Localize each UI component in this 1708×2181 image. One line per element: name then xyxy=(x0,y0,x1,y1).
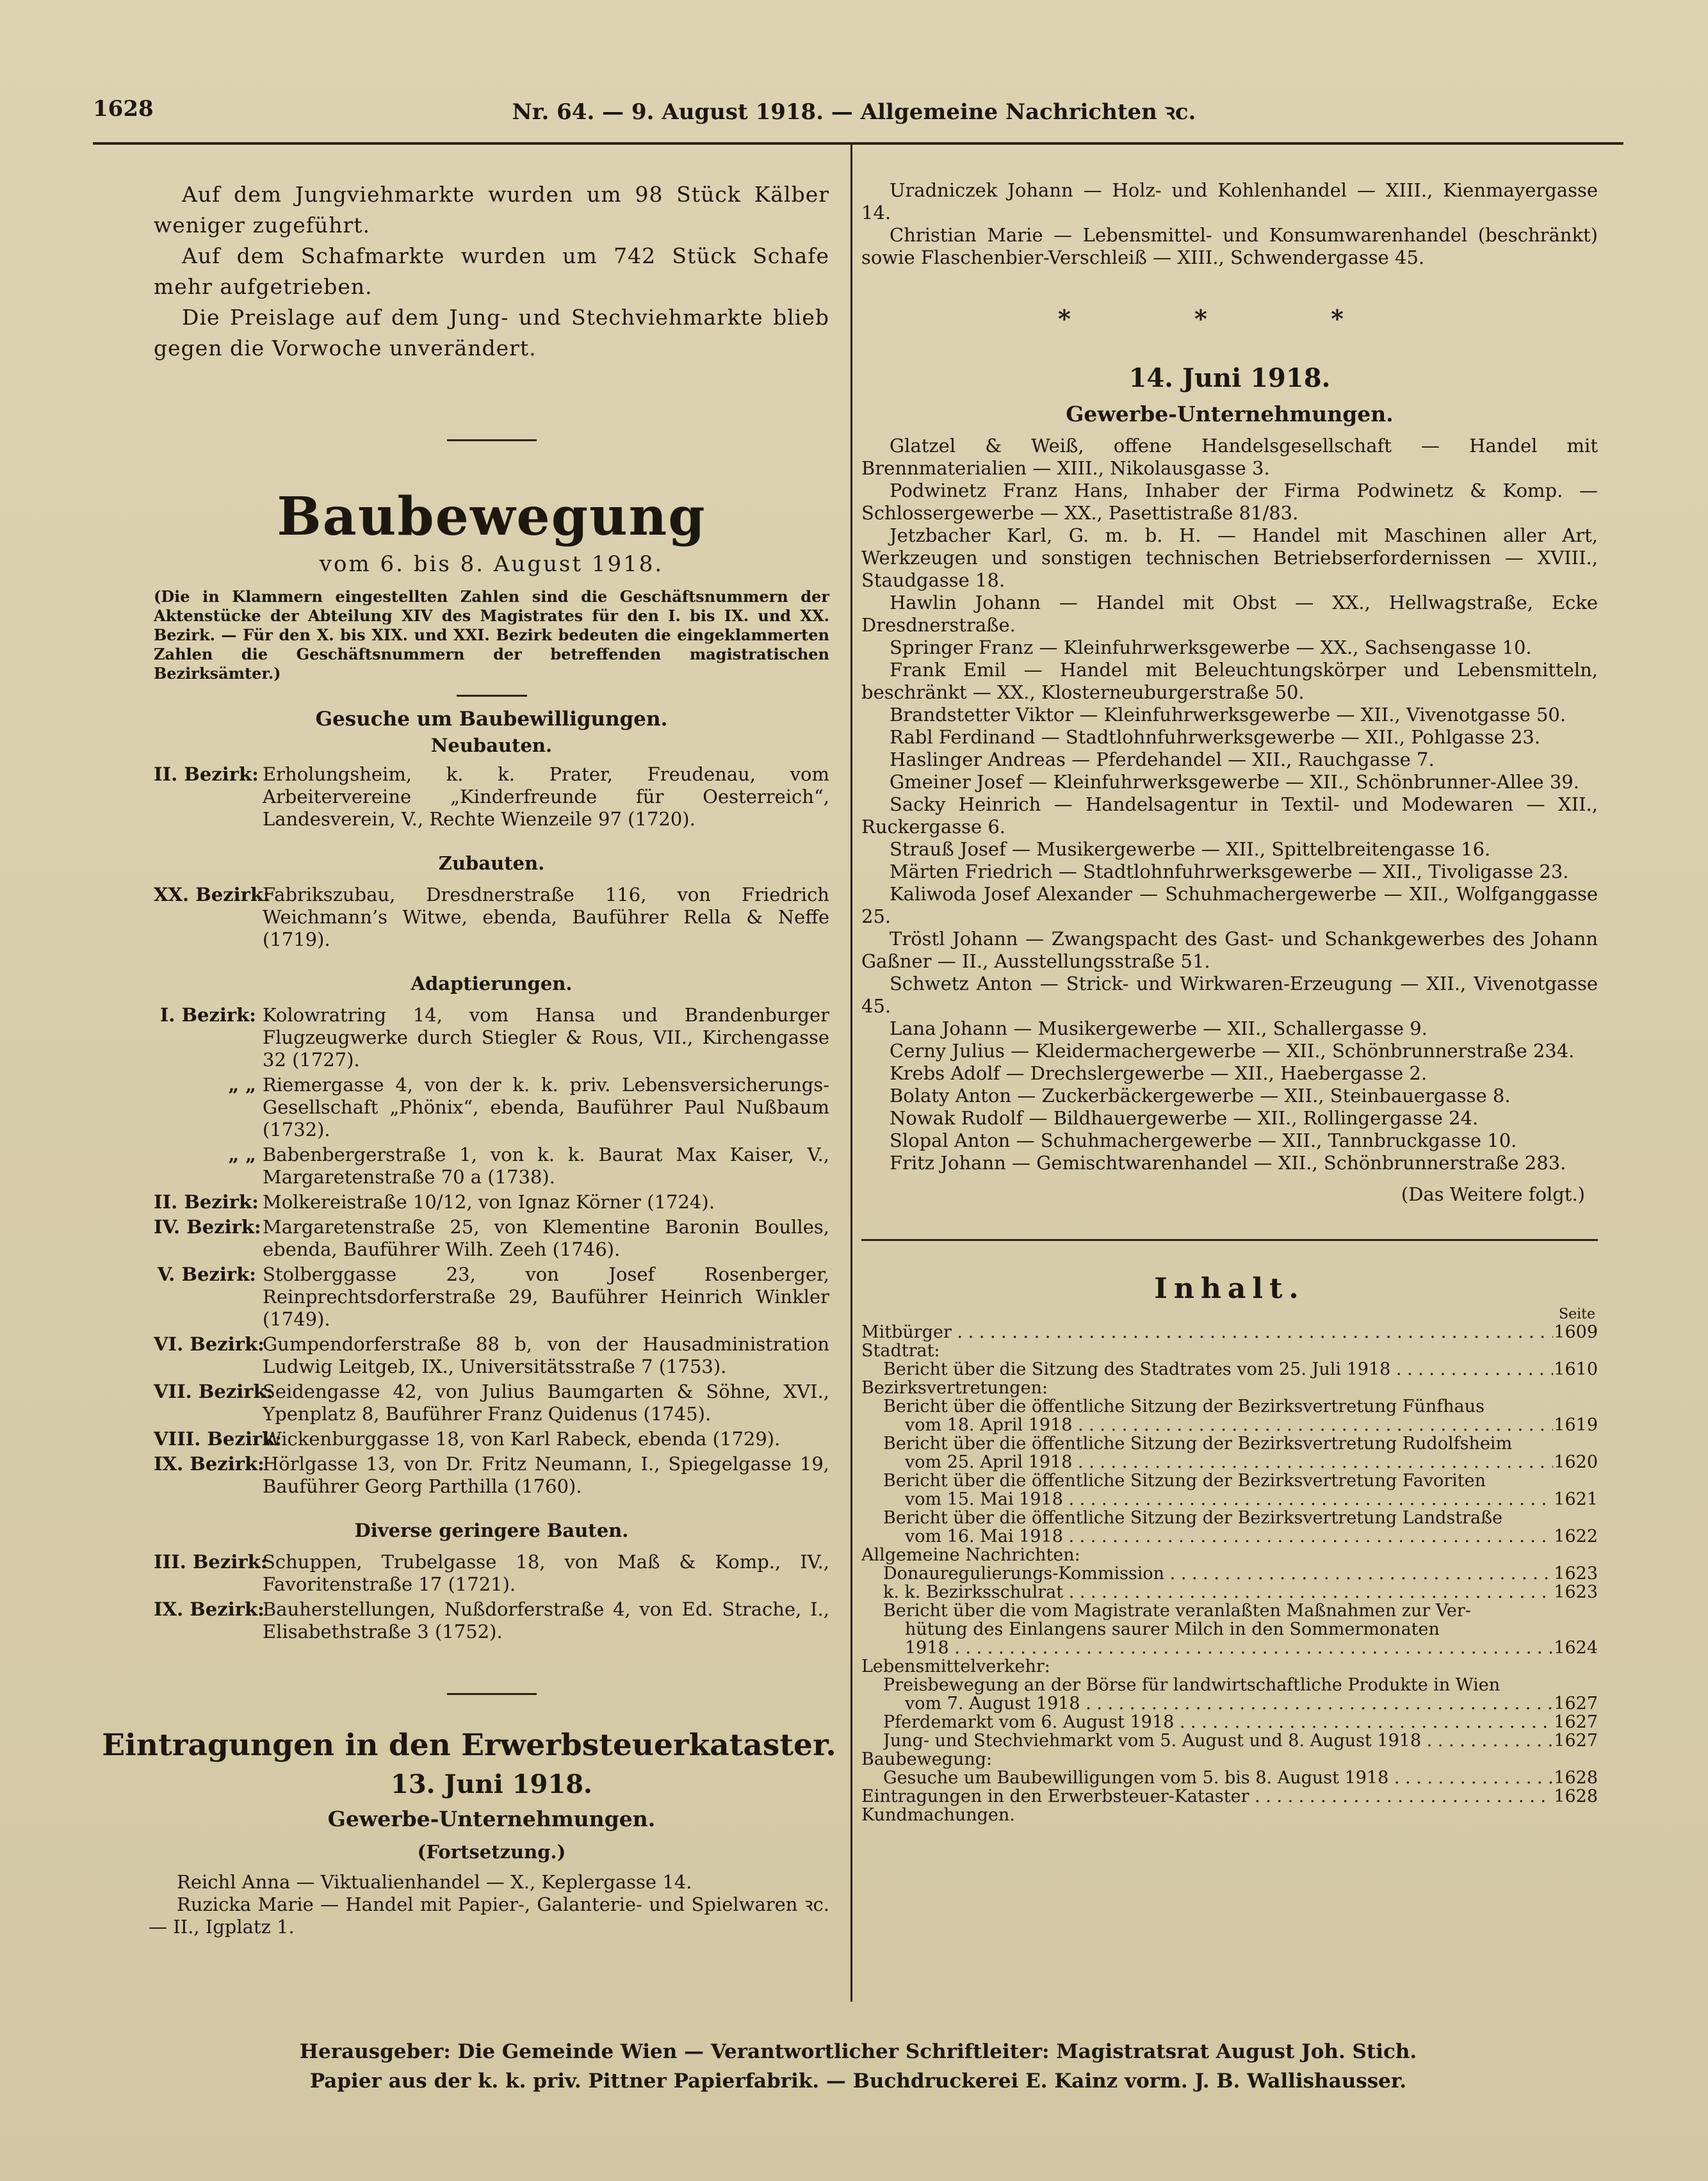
bezirk-label: IX. Bezirk: xyxy=(154,1453,264,1475)
toc-page: 1609 xyxy=(1554,1322,1598,1342)
bezirk-entry xyxy=(154,1263,829,1331)
bezirk-label: III. Bezirk: xyxy=(154,1551,268,1573)
register-entry: Rabl Ferdinand — Stadtlohnfuhrwerksgewerbe — XII., Pohlgasse 23. xyxy=(890,726,1541,748)
baubewegung-dates: vom 6. bis 8. August 1918. xyxy=(319,551,664,577)
bezirk-entry xyxy=(154,1004,829,1071)
section-title-baubewegung: Baubewegung xyxy=(277,486,706,547)
toc-text: Lebensmittelverkehr: xyxy=(861,1657,1050,1676)
bezirk-entry xyxy=(154,1144,829,1188)
section-divider xyxy=(447,1693,537,1695)
table-of-contents xyxy=(861,1323,1598,1824)
toc-text: vom 15. Mai 1918 . . . xyxy=(905,1490,1553,1509)
toc-page: 1623 xyxy=(1554,1582,1598,1602)
continued-note: (Das Weitere folgt.) xyxy=(1401,1183,1585,1205)
inhalt-seite-label: Seite xyxy=(1559,1306,1595,1322)
toc-text: Bezirksvertretungen: xyxy=(861,1379,1048,1397)
bezirk-label: VII. Bezirk: xyxy=(154,1381,273,1402)
toc-entry xyxy=(861,1657,1598,1676)
bezirk-label: VI. Bezirk: xyxy=(154,1333,264,1355)
register-entry: Uradniczek Johann — Holz- und Kohlenhandel — XIII., Kienmayergasse 14. xyxy=(861,179,1598,223)
bezirk-text: Kolowratring 14, vom Hansa und Brandenburger Flugzeugwerke durch Stiegler & Rous, VII., Kirchengasse 32 (1727). xyxy=(263,1004,829,1071)
inhalt-title: Inhalt. xyxy=(1154,1272,1305,1305)
toc-entry xyxy=(861,1453,1598,1472)
register-entry: Glatzel & Weiß, offene Handelsgesellschaft — Handel mit Brennmaterialien — XIII., Nikolausgasse 3. xyxy=(861,435,1598,479)
page-number: 1628 xyxy=(93,96,154,122)
toc-text: Bericht über die Sitzung des Stadtrates vom 25. Juli 1918 . . . xyxy=(883,1360,1553,1379)
note-divider xyxy=(457,695,527,697)
bezirk-label: „ „ xyxy=(228,1144,256,1165)
bezirk-text: Fabrikszubau, Dresdnerstraße 116, von Friedrich Weichmann’s Witwe, ebenda, Bauführer Rella & Neffe (1719). xyxy=(263,884,829,950)
toc-text: Mitbürger . . . xyxy=(861,1323,1553,1342)
toc-text: Pferdemarkt vom 6. August 1918 . . . xyxy=(883,1713,1553,1731)
toc-entry xyxy=(861,1620,1598,1639)
bezirk-label: IV. Bezirk: xyxy=(154,1216,261,1238)
bezirk-entry xyxy=(154,1333,829,1378)
register-entry: Märten Friedrich — Stadtlohnfuhrwerksgewerbe — XII., Tivoligasse 23. xyxy=(890,861,1569,882)
toc-entry xyxy=(861,1490,1598,1509)
toc-page: 1622 xyxy=(1554,1527,1598,1546)
bezirk-label: II. Bezirk: xyxy=(154,763,259,785)
bezirk-entry xyxy=(154,1074,829,1141)
bezirk-label: „ „ xyxy=(228,1074,256,1096)
adaptierungen-list xyxy=(154,1004,829,1498)
toc-entry xyxy=(861,1546,1598,1564)
toc-entry xyxy=(861,1787,1598,1806)
bezirk-entry xyxy=(154,1191,829,1213)
running-head: Nr. 64. — 9. August 1918. — Allgemeine Nachrichten ꝛc. xyxy=(512,99,1196,125)
toc-text: Donauregulierungs-Kommission . . . xyxy=(883,1564,1553,1583)
register-entry: Cerny Julius — Kleidermachergewerbe — XII., Schönbrunnerstraße 234. xyxy=(890,1040,1575,1062)
section-title-eintragungen: Eintragungen in den Erwerbsteuerkataster. xyxy=(102,1728,836,1763)
continued-entries xyxy=(861,179,1598,269)
register-entry: Sacky Heinrich — Handelsagentur in Textil- und Modewaren — XII., Ruckergasse 6. xyxy=(861,793,1598,838)
bezirk-text: Molkereistraße 10/12, von Ignaz Körner (1724). xyxy=(263,1191,715,1213)
register-entry: Bolaty Anton — Zuckerbäckergewerbe — XII., Steinbauergasse 8. xyxy=(890,1085,1511,1107)
bezirk-entry xyxy=(154,763,829,831)
toc-text: vom 25. April 1918 . . . xyxy=(905,1453,1553,1472)
bezirk-entry xyxy=(154,1453,829,1498)
diverse-heading: Diverse geringere Bauten. xyxy=(354,1520,629,1541)
bezirk-entry xyxy=(154,884,829,951)
register-entry: Tröstl Johann — Zwangspacht des Gast- und Schankgewerbes des Johann Gaßner — II., Ausstellungsstraße 51. xyxy=(861,928,1598,972)
toc-page: 1620 xyxy=(1554,1452,1598,1472)
toc-text: hütung des Einlangens saurer Milch in den Sommermonaten xyxy=(905,1620,1440,1639)
bezirk-label: II. Bezirk: xyxy=(154,1191,259,1213)
toc-text: Bericht über die öffentliche Sitzung der Bezirksvertretung Fünfhaus xyxy=(883,1397,1484,1416)
register-entry: Nowak Rudolf — Bildhauergewerbe — XII., Rollingergasse 24. xyxy=(890,1107,1479,1129)
toc-page: 1624 xyxy=(1554,1638,1598,1658)
toc-entry xyxy=(861,1342,1598,1360)
toc-text: vom 16. Mai 1918 . . . xyxy=(905,1527,1553,1546)
toc-text: Stadtrat: xyxy=(861,1342,940,1360)
eintragungen-list xyxy=(149,1871,829,1938)
eintragungen-date: 13. Juni 1918. xyxy=(391,1769,592,1799)
bezirk-text: Hörlgasse 13, von Dr. Fritz Neumann, I., Spiegelgasse 19, Bauführer Georg Parthilla (1760). xyxy=(263,1453,829,1497)
toc-entry xyxy=(861,1750,1598,1769)
toc-page: 1627 xyxy=(1554,1731,1598,1751)
neubauten-list xyxy=(154,763,829,831)
bezirk-entry xyxy=(154,1216,829,1261)
toc-text: vom 7. August 1918 . . . xyxy=(905,1694,1553,1713)
gewerbe-entries xyxy=(861,435,1598,1174)
right-date: 14. Juni 1918. xyxy=(1128,363,1331,393)
bezirk-label: IX. Bezirk: xyxy=(154,1598,264,1620)
bezirk-text: Babenbergerstraße 1, von k. k. Baurat Max Kaiser, V., Margaretenstraße 70 a (1738). xyxy=(263,1144,829,1188)
toc-page: 1610 xyxy=(1554,1359,1598,1379)
toc-page: 1628 xyxy=(1554,1787,1598,1806)
toc-page: 1623 xyxy=(1554,1564,1598,1584)
bezirk-entry xyxy=(154,1551,829,1596)
right-column xyxy=(861,179,1598,1824)
baubewegung-note: (Die in Klammern eingestellten Zahlen sind die Geschäftsnummern der Aktenstücke der Abteilung XIV des Magistrates für den I. bis IX. und XX. Bezirk. — Für den X. bis XIX. und XXI. Bezirk bedeuten die eingeklammerten Zahlen die Geschäftsnummern der betreffenden magistratischen Bezirksämter.) xyxy=(154,587,829,683)
header-rule xyxy=(93,142,1623,145)
section-divider xyxy=(447,439,537,441)
zubauten-heading: Zubauten. xyxy=(438,852,545,874)
toc-text: Bericht über die vom Magistrate veranlaßten Maßnahmen zur Ver- xyxy=(883,1601,1471,1620)
bezirk-text: Wickenburggasse 18, von Karl Rabeck, ebenda (1729). xyxy=(263,1428,781,1450)
toc-entry xyxy=(861,1639,1598,1657)
toc-page: 1619 xyxy=(1554,1415,1598,1435)
inhalt-rule xyxy=(861,1239,1598,1241)
register-entry: Schwetz Anton — Strick- und Wirkwaren-Erzeugung — XII., Vivenotgasse 45. xyxy=(861,973,1598,1017)
toc-entry xyxy=(861,1360,1598,1379)
register-entry: Krebs Adolf — Drechslergewerbe — XII., Haebergasse 2. xyxy=(890,1062,1427,1084)
toc-entry xyxy=(861,1583,1598,1601)
bezirk-entry xyxy=(154,1381,829,1425)
register-entry: Slopal Anton — Schuhmachergewerbe — XII., Tannbruckgasse 10. xyxy=(890,1130,1517,1151)
register-entry: Lana Johann — Musikergewerbe — XII., Schallergasse 9. xyxy=(890,1018,1427,1039)
footer-printer: Papier aus der k. k. priv. Pittner Papierfabrik. — Buchdruckerei E. Kainz vorm. J. B. Wallishausser. xyxy=(309,2070,1407,2093)
toc-entry xyxy=(861,1769,1598,1787)
toc-text: 1918 . . . xyxy=(905,1639,1553,1657)
register-entry: Springer Franz — Kleinfuhrwerksgewerbe — XX., Sachsengasse 10. xyxy=(890,636,1532,658)
market-report xyxy=(154,179,829,364)
toc-text: Allgemeine Nachrichten: xyxy=(861,1546,1080,1564)
zubauten-list xyxy=(154,884,829,951)
toc-page: 1627 xyxy=(1554,1694,1598,1714)
bezirk-label: XX. Bezirk: xyxy=(154,884,270,905)
register-entry: Ruzicka Marie — Handel mit Papier-, Galanterie- und Spielwaren ꝛc. — II., Igplatz 1. xyxy=(149,1893,829,1938)
diverse-list xyxy=(154,1551,829,1643)
toc-entry xyxy=(861,1472,1598,1490)
toc-entry xyxy=(861,1601,1598,1620)
toc-text: Baubewegung: xyxy=(861,1750,993,1769)
market-paragraph: Die Preislage auf dem Jung- und Stechviehmarkte blieb gegen die Vorwoche unverändert. xyxy=(154,305,829,361)
market-paragraph: Auf dem Jungviehmarkte wurden um 98 Stück Kälber weniger zugeführt. xyxy=(154,182,829,238)
footer-publisher: Herausgeber: Die Gemeinde Wien — Verantwortlicher Schriftleiter: Magistratsrat August Joh. Stich. xyxy=(299,2040,1417,2063)
gesuche-heading: Gesuche um Baubewilligungen. xyxy=(315,708,668,731)
toc-entry xyxy=(861,1397,1598,1416)
toc-text: Kundmachungen. xyxy=(861,1806,1015,1824)
register-entry: Frank Emil — Handel mit Beleuchtungskörper und Lebensmitteln, beschränkt — XX., Klosterneuburgerstraße 50. xyxy=(861,659,1598,703)
toc-text: Jung- und Stechviehmarkt vom 5. August und 8. August 1918 . . . xyxy=(883,1731,1553,1750)
toc-text: vom 18. April 1918 . . . xyxy=(905,1416,1553,1434)
column-divider xyxy=(850,145,852,2002)
toc-text: Preisbewegung an der Börse für landwirtschaftliche Produkte in Wien xyxy=(883,1676,1501,1694)
register-entry: Reichl Anna — Viktualienhandel — X., Keplergasse 14. xyxy=(177,1871,692,1893)
toc-entry xyxy=(861,1694,1598,1713)
left-column xyxy=(102,179,836,1938)
toc-text: k. k. Bezirksschulrat . . . xyxy=(883,1583,1553,1601)
bezirk-label: V. Bezirk: xyxy=(157,1263,256,1285)
eintragungen-subtitle: Gewerbe-Unternehmungen. xyxy=(327,1806,656,1831)
toc-entry xyxy=(861,1731,1598,1750)
register-entry: Fritz Johann — Gemischtwarenhandel — XII., Schönbrunnerstraße 283. xyxy=(890,1152,1566,1174)
register-entry: Jetzbacher Karl, G. m. b. H. — Handel mit Maschinen aller Art, Werkzeugen und sonstigen technischen Betriebserfordernissen — XVIII., Staudgasse 18. xyxy=(861,524,1598,591)
bezirk-text: Bauherstellungen, Nußdorferstraße 4, von Ed. Strache, I., Elisabethstraße 3 (1752). xyxy=(263,1598,829,1642)
bezirk-text: Riemergasse 4, von der k. k. priv. Lebensversicherungs-Gesellschaft „Phönix“, ebenda, Bauführer Paul Nußbaum (1732). xyxy=(263,1074,829,1140)
toc-entry xyxy=(861,1509,1598,1527)
register-entry: Podwinetz Franz Hans, Inhaber der Firma Podwinetz & Komp. — Schlossergewerbe — XX., Pasettistraße 81/83. xyxy=(861,480,1598,524)
bezirk-entry xyxy=(154,1428,829,1450)
bezirk-text: Stolberggasse 23, von Josef Rosenberger, Reinprechtsdorferstraße 29, Bauführer Heinrich Winkler (1749). xyxy=(263,1263,829,1330)
register-entry: Christian Marie — Lebensmittel- und Konsumwarenhandel (beschränkt) sowie Flaschenbier-Verschleiß — XIII., Schwendergasse 45. xyxy=(861,224,1598,268)
section-stars: * * * xyxy=(1057,304,1402,333)
bezirk-text: Margaretenstraße 25, von Klementine Baronin Boulles, ebenda, Bauführer Wilh. Zeeh (1746). xyxy=(263,1216,829,1260)
neubauten-heading: Neubauten. xyxy=(430,734,553,756)
toc-page: 1628 xyxy=(1554,1768,1598,1788)
toc-text: Bericht über die öffentliche Sitzung der Bezirksvertretung Favoriten xyxy=(883,1472,1486,1490)
toc-entry xyxy=(861,1323,1598,1342)
toc-text: Eintragungen in den Erwerbsteuer-Kataster . . . xyxy=(861,1787,1553,1806)
bezirk-entry xyxy=(154,1598,829,1643)
toc-entry xyxy=(861,1806,1598,1824)
bezirk-text: Schuppen, Trubelgasse 18, von Maß & Komp., IV., Favoritenstraße 17 (1721). xyxy=(263,1551,829,1595)
market-paragraph: Auf dem Schafmarkte wurden um 742 Stück Schafe mehr aufgetrieben. xyxy=(154,243,829,299)
bezirk-label: I. Bezirk: xyxy=(159,1004,256,1026)
toc-page: 1627 xyxy=(1554,1712,1598,1732)
register-entry: Kaliwoda Josef Alexander — Schuhmachergewerbe — XII., Wolfganggasse 25. xyxy=(861,883,1598,927)
register-entry: Hawlin Johann — Handel mit Obst — XX., Hellwagstraße, Ecke Dresdnerstraße. xyxy=(861,592,1598,636)
bezirk-text: Gumpendorferstraße 88 b, von der Hausadministration Ludwig Leitgeb, IX., Universitätsstraße 7 (1753). xyxy=(263,1333,829,1377)
bezirk-text: Seidengasse 42, von Julius Baumgarten & Söhne, XVI., Ypenplatz 8, Bauführer Franz Quidenus (1745). xyxy=(263,1381,829,1425)
eintragungen-continued: (Fortsetzung.) xyxy=(417,1841,566,1863)
register-entry: Gmeiner Josef — Kleinfuhrwerksgewerbe — XII., Schönbrunner-Allee 39. xyxy=(890,771,1579,793)
toc-entry xyxy=(861,1416,1598,1434)
adaptierungen-heading: Adaptierungen. xyxy=(411,973,573,994)
toc-page: 1621 xyxy=(1554,1489,1598,1509)
toc-text: Gesuche um Baubewilligungen vom 5. bis 8. August 1918 . . . xyxy=(883,1769,1553,1787)
toc-entry xyxy=(861,1527,1598,1546)
toc-entry xyxy=(861,1676,1598,1694)
toc-entry xyxy=(861,1434,1598,1453)
toc-entry xyxy=(861,1379,1598,1397)
toc-text: Bericht über die öffentliche Sitzung der Bezirksvertretung Rudolfsheim xyxy=(883,1434,1513,1453)
toc-text: Bericht über die öffentliche Sitzung der Bezirksvertretung Landstraße xyxy=(883,1509,1503,1527)
right-subtitle: Gewerbe-Unternehmungen. xyxy=(1066,401,1394,426)
bezirk-label: VIII. Bezirk: xyxy=(154,1428,282,1450)
register-entry: Strauß Josef — Musikergewerbe — XII., Spittelbreitengasse 16. xyxy=(890,838,1491,860)
toc-entry xyxy=(861,1713,1598,1731)
register-entry: Brandstetter Viktor — Kleinfuhrwerksgewerbe — XII., Vivenotgasse 50. xyxy=(890,704,1566,726)
bezirk-text: Erholungsheim, k. k. Prater, Freudenau, vom Arbeitervereine „Kinderfreunde für Oesterreich“, Landesverein, V., Rechte Wienzeile 97 (1720). xyxy=(263,763,829,830)
register-entry: Haslinger Andreas — Pferdehandel — XII., Rauchgasse 7. xyxy=(890,749,1435,770)
toc-entry xyxy=(861,1564,1598,1583)
